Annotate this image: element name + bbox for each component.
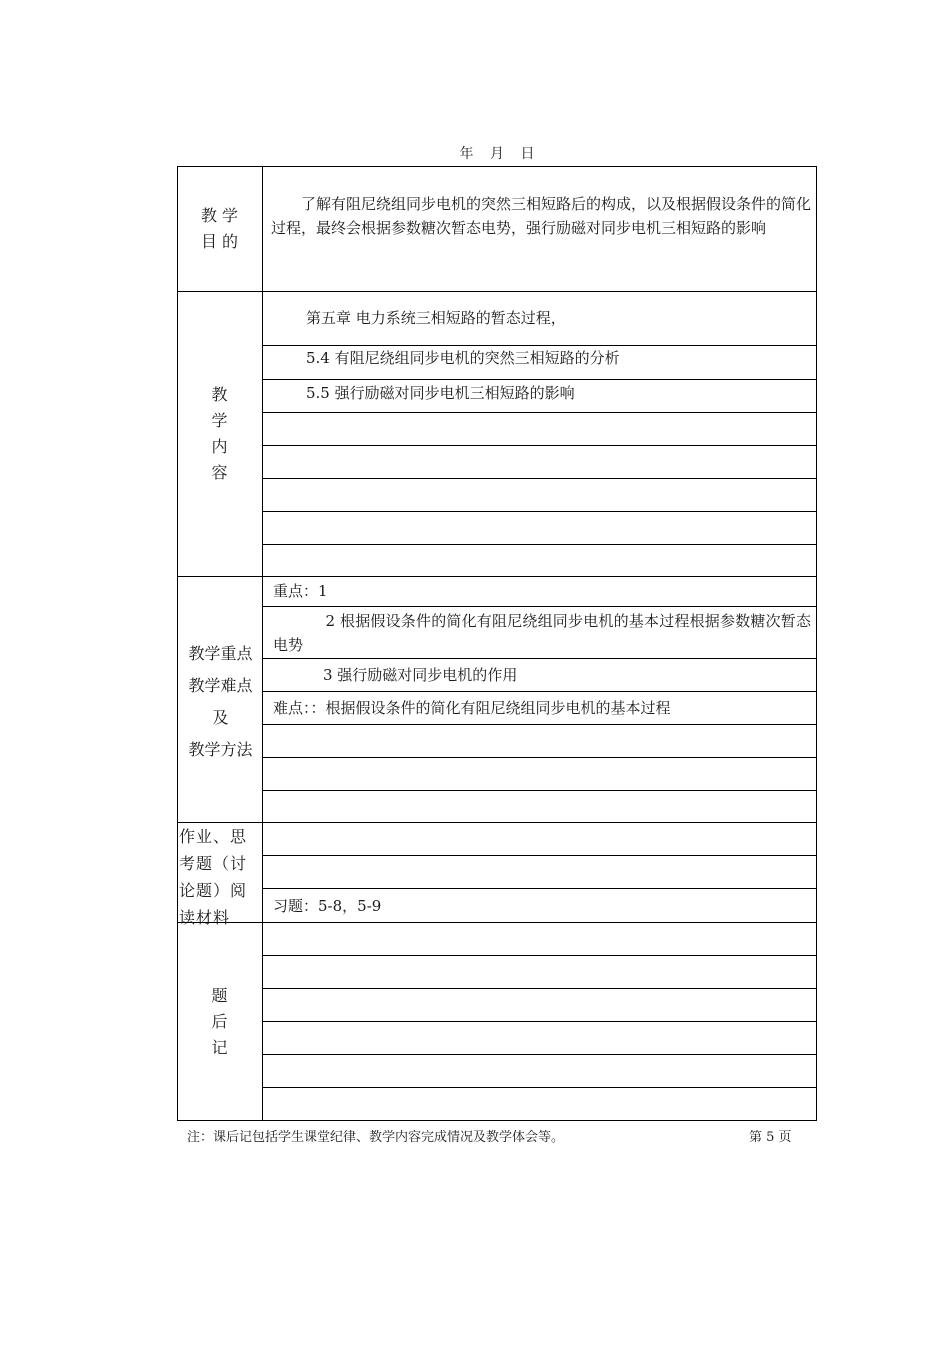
keypoint-line: 难点：：根据假设条件的简化有阻尼绕组同步电机的基本过程 bbox=[273, 699, 671, 717]
content-line: 第五章 电力系统三相短路的暂态过程， bbox=[306, 309, 566, 327]
row-line bbox=[262, 511, 817, 512]
row-line bbox=[262, 988, 817, 989]
section-border bbox=[177, 291, 817, 292]
row-line bbox=[262, 412, 817, 413]
row-line bbox=[262, 724, 817, 725]
content-label: 教 学 内 容 bbox=[211, 385, 228, 482]
row-line bbox=[262, 790, 817, 791]
day-label: 日 bbox=[520, 146, 535, 162]
keypoint-line: 3 强行励磁对同步电机的作用 bbox=[323, 666, 518, 684]
date-line bbox=[177, 143, 817, 163]
month-label: 月 bbox=[490, 146, 504, 162]
footer-note: 注：课后记包括学生课堂纪律、教学内容完成情况及教学体会等。 bbox=[187, 1130, 565, 1145]
section-border bbox=[177, 822, 817, 823]
homework-text: 习题：5-8，5-9 bbox=[273, 897, 382, 915]
row-line bbox=[262, 691, 817, 692]
row-line bbox=[262, 1087, 817, 1088]
postscript-label: 题 后 记 bbox=[211, 986, 228, 1057]
row-line bbox=[262, 379, 817, 380]
keypoints-label: 教学重点 教学难点 及 教学方法 bbox=[188, 644, 253, 759]
year-label: 年 bbox=[459, 146, 474, 162]
row-line bbox=[262, 955, 817, 956]
row-line bbox=[262, 658, 817, 659]
section-border bbox=[177, 576, 817, 577]
row-line bbox=[262, 855, 817, 856]
content-line: 5.4 有阻尼绕组同步电机的突然三相短路的分析 bbox=[306, 349, 620, 367]
row-line bbox=[262, 478, 817, 479]
homework-label: 作业、思 考题（讨 论题）阅 读材料 bbox=[179, 827, 248, 927]
row-line bbox=[262, 544, 817, 545]
row-line bbox=[262, 757, 817, 758]
row-line bbox=[262, 445, 817, 446]
objectives-text: 了解有阻尼绕组同步电机的突然三相短路后的构成，以及根据假设条件的简化过程，最终会根据参数糖次暂态电势，强行励磁对同步电机三相短路的影响 bbox=[271, 195, 812, 237]
row-line bbox=[262, 606, 817, 607]
row-line bbox=[262, 1021, 817, 1022]
section-border bbox=[177, 922, 817, 923]
keypoint-line: 2 根据假设条件的简化有阻尼绕组同步电机的基本过程根据参数糖次暂态电势 bbox=[273, 612, 811, 654]
objectives-label: 教 学 目 的 bbox=[200, 206, 239, 251]
row-line bbox=[262, 888, 817, 889]
keypoint-line: 重点：1 bbox=[273, 582, 328, 600]
content-line: 5.5 强行励磁对同步电机三相短路的影响 bbox=[306, 384, 575, 402]
page-number: 第 5 页 bbox=[749, 1130, 792, 1145]
row-line bbox=[262, 1054, 817, 1055]
